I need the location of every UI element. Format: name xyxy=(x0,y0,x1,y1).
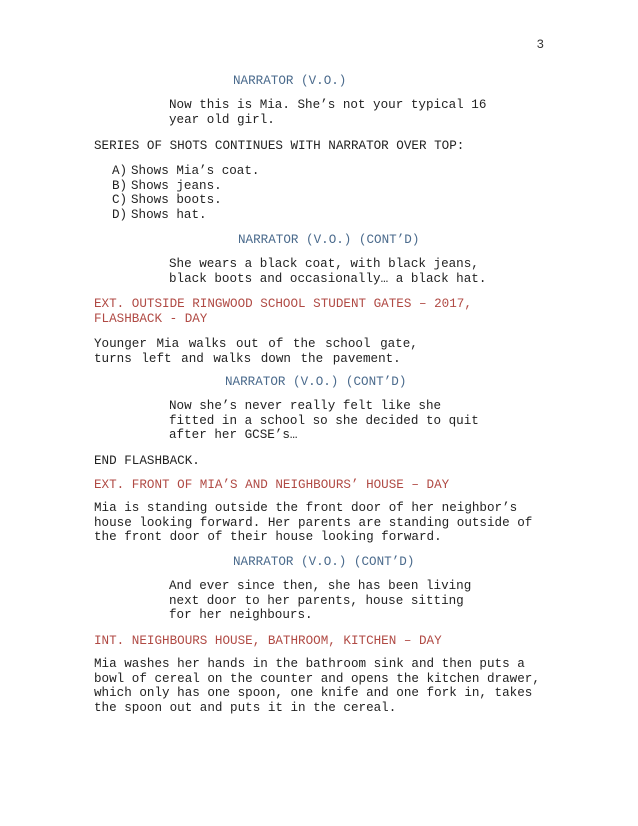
list-item-text: Shows Mia’s coat. xyxy=(131,164,260,178)
list-item xyxy=(112,164,259,179)
action-line: turns left and walks down the pavement. xyxy=(94,351,401,366)
character-cue: NARRATOR (V.O.) (CONT’D) xyxy=(233,555,415,569)
dialogue-line: Now she’s never really felt like she xyxy=(169,399,442,413)
action-line: SERIES OF SHOTS CONTINUES WITH NARRATOR OVER TOP: xyxy=(94,139,465,153)
dialogue-block xyxy=(169,399,479,443)
list-item-letter: C) xyxy=(112,193,128,207)
dialogue-line: next door to her parents, house sitting xyxy=(169,593,464,608)
list-item-text: Shows hat. xyxy=(131,207,207,222)
character-cue: NARRATOR (V.O.) (CONT’D) xyxy=(238,233,420,247)
scene-heading-line: INT. NEIGHBOURS HOUSE, BATHROOM, KITCHEN – DAY xyxy=(94,634,442,648)
page-number: 3 xyxy=(536,38,544,52)
action-block xyxy=(94,337,418,366)
action-line: which only has one spoon, one knife and one fork in, takes xyxy=(94,686,533,700)
list-item-letter: B) xyxy=(112,178,128,193)
action-line: the spoon out and puts it in the cereal. xyxy=(94,700,397,715)
character-cue: NARRATOR (V.O.) xyxy=(233,74,347,88)
action-line: Mia washes her hands in the bathroom sink and then puts a xyxy=(94,657,525,671)
dialogue-line: after her GCSE’s… xyxy=(169,428,298,442)
scene-heading xyxy=(94,478,449,493)
list-item xyxy=(112,179,259,194)
action-line: bowl of cereal on the counter and opens the kitchen drawer, xyxy=(94,671,540,686)
action-line: END FLASHBACK. xyxy=(94,454,200,468)
action-line: house looking forward. Her parents are standing outside of xyxy=(94,515,533,530)
scene-heading-line: EXT. OUTSIDE RINGWOOD SCHOOL STUDENT GATES – 2017, xyxy=(94,297,472,311)
dialogue-line: And ever since then, she has been living xyxy=(169,579,472,593)
shot-list xyxy=(112,164,259,222)
scene-heading xyxy=(94,634,442,649)
scene-heading-line: EXT. FRONT OF MIA’S AND NEIGHBOURS’ HOUSE – DAY xyxy=(94,478,450,492)
dialogue-line: Now this is Mia. She’s not your typical 16 xyxy=(169,98,487,112)
dialogue-block xyxy=(169,579,471,623)
list-item xyxy=(112,208,259,223)
dialogue-line: for her neighbours. xyxy=(169,608,313,622)
dialogue-line: year old girl. xyxy=(169,112,275,127)
dialogue-block xyxy=(169,98,486,127)
action-block xyxy=(94,139,464,154)
list-item xyxy=(112,193,259,208)
dialogue-line: fitted in a school so she decided to quit xyxy=(169,413,479,428)
action-block xyxy=(94,657,540,715)
list-item-text: Shows boots. xyxy=(131,193,222,207)
list-item-text: Shows jeans. xyxy=(131,178,222,193)
dialogue-line: She wears a black coat, with black jeans, xyxy=(169,257,479,271)
list-item-letter: A) xyxy=(112,164,128,178)
action-line: the front door of their house looking forward. xyxy=(94,530,442,544)
dialogue-line: black boots and occasionally… a black hat. xyxy=(169,271,487,286)
scene-heading xyxy=(94,297,472,326)
list-item-letter: D) xyxy=(112,207,128,222)
scene-heading-line: FLASHBACK - DAY xyxy=(94,311,208,326)
action-line: Younger Mia walks out of the school gate, xyxy=(94,337,418,351)
action-block xyxy=(94,501,532,545)
dialogue-block xyxy=(169,257,486,286)
character-cue: NARRATOR (V.O.) (CONT’D) xyxy=(225,375,407,389)
action-line: Mia is standing outside the front door of her neighbor’s xyxy=(94,501,518,515)
action-block xyxy=(94,454,200,469)
